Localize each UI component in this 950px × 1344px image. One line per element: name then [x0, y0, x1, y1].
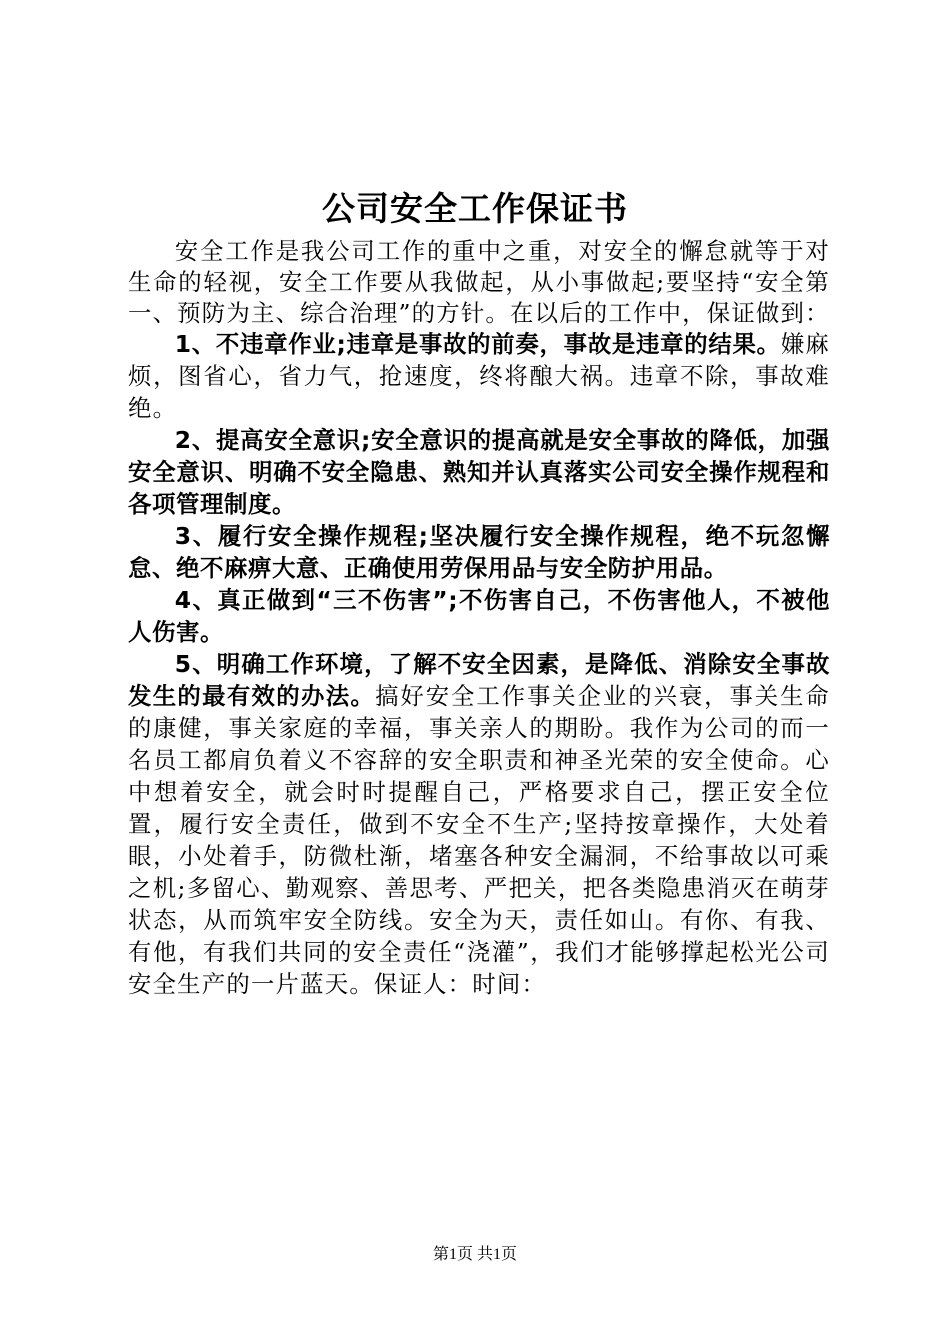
page-number-footer: 第1页 共1页: [432, 1246, 517, 1263]
item-heading: 3、履行安全操作规程;坚决履行安全操作规程，绝不玩忽懈怠、绝不麻痹大意、正确使用劳保用品与安全防护用品。: [128, 522, 830, 582]
item-paragraph-5: [128, 649, 830, 1001]
item-heading: 4、真正做到“三不伤害”;不伤害自己，不伤害他人，不被他人伤害。: [128, 586, 830, 646]
item-paragraph-3: [128, 521, 830, 585]
item-body: 嫌麻烦，图省心，省力气，抢速度，终将酿大祸。违章不除，事故难绝。: [128, 330, 830, 422]
item-heading: 2、提高安全意识;安全意识的提高就是安全事故的降低，加强安全意识、明确不安全隐患、熟知并认真落实公司安全操作规程和各项管理制度。: [128, 426, 830, 518]
intro-paragraph: 安全工作是我公司工作的重中之重，对安全的懈怠就等于对生命的轻视，安全工作要从我做起，从小事做起;要坚持“安全第一、预防为主、综合治理”的方针。在以后的工作中，保证做到：: [128, 237, 830, 327]
item-paragraph-1: [128, 329, 830, 425]
item-paragraph-4: [128, 585, 830, 649]
document-title: 公司安全工作保证书: [322, 189, 628, 228]
item-heading: 1、不违章作业;违章是事故的前奏，事故是违章的结果。: [174, 330, 781, 358]
item-paragraph-2: [128, 425, 830, 521]
item-body: 搞好安全工作事关企业的兴衰，事关生命的康健，事关家庭的幸福，事关亲人的期盼。我作为公司的而一名员工都肩负着义不容辞的安全职责和神圣光荣的安全使命。心中想着安全，就会时时提醒自己，严格要求自己，摆正安全位置，履行安全责任，做到不安全不生产;坚持按章操作，大处着眼，小处着手，防微杜渐，堵塞各种安全漏洞，不给事故以可乘之机;多留心、勤观察、善思考、严把关，把各类隐患消灭在萌芽状态，从而筑牢安全防线。安全为天，责任如山。有你、有我、有他，有我们共同的安全责任“浇灌”，我们才能够撑起松光公司安全生产的一片蓝天。保证人：时间：: [128, 682, 831, 998]
document-body: [128, 236, 830, 1001]
item-heading: 5、明确工作环境，了解不安全因素，是降低、消除安全事故发生的最有效的办法。: [128, 650, 830, 710]
